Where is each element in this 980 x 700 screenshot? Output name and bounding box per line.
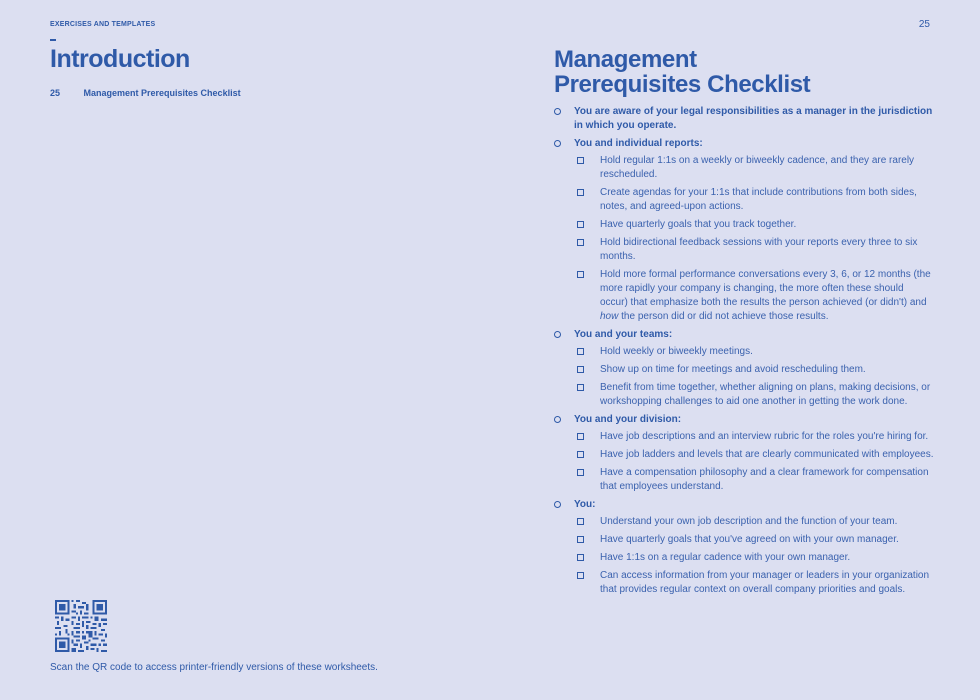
square-checkbox-icon[interactable] xyxy=(577,554,584,561)
checklist-item-text: Create agendas for your 1:1s that include contributions from both sides, notes, and agreed-upon actions. xyxy=(600,187,917,212)
square-checkbox-icon[interactable] xyxy=(577,433,584,440)
checklist-item xyxy=(574,466,934,494)
square-checkbox-icon[interactable] xyxy=(577,572,584,579)
square-checkbox-icon[interactable] xyxy=(577,157,584,164)
checklist-subitems xyxy=(574,345,934,409)
checklist-section-label: You and individual reports: xyxy=(574,138,703,149)
checklist-item-text: Can access information from your manager or leaders in your organization that provides regular context on overall company priorities and goals. xyxy=(600,570,930,595)
checklist-item-text: Have a compensation philosophy and a clear framework for compensation that employees understand. xyxy=(600,467,929,492)
checklist-section-label: You are aware of your legal responsibilities as a manager in the jurisdiction in which you operate. xyxy=(574,106,933,131)
checklist-item xyxy=(574,430,934,444)
checklist-section xyxy=(554,328,934,409)
checklist-item xyxy=(574,186,934,214)
checklist-item xyxy=(574,448,934,462)
checklist-item-text: Understand your own job description and the function of your team. xyxy=(600,516,898,527)
square-checkbox-icon[interactable] xyxy=(577,384,584,391)
square-checkbox-icon[interactable] xyxy=(577,189,584,196)
checklist-item-text: Have quarterly goals that you track together. xyxy=(600,219,797,230)
checklist-section-label: You and your division: xyxy=(574,414,682,425)
checklist-item-text: Show up on time for meetings and avoid rescheduling them. xyxy=(600,364,866,375)
checklist-item-text: Hold regular 1:1s on a weekly or biweekly cadence, and they are rarely rescheduled. xyxy=(600,155,915,180)
checklist-title: Management Prerequisites Checklist xyxy=(554,46,811,98)
header-divider xyxy=(50,39,56,41)
checklist-subitems xyxy=(574,430,934,494)
circle-checkbox-icon[interactable] xyxy=(554,108,561,115)
checklist-item xyxy=(574,381,934,409)
checklist-item xyxy=(574,515,934,529)
square-checkbox-icon[interactable] xyxy=(577,239,584,246)
square-checkbox-icon[interactable] xyxy=(577,366,584,373)
checklist-item xyxy=(574,569,934,597)
square-checkbox-icon[interactable] xyxy=(577,348,584,355)
checklist-item xyxy=(574,345,934,359)
checklist-item xyxy=(574,236,934,264)
checklist-item-text: Have job ladders and levels that are clearly communicated with employees. xyxy=(600,449,934,460)
page-title: Introduction xyxy=(50,45,190,73)
circle-checkbox-icon[interactable] xyxy=(554,416,561,423)
square-checkbox-icon[interactable] xyxy=(577,469,584,476)
checklist-section xyxy=(554,137,934,324)
checklist-section xyxy=(554,413,934,494)
toc-page-number: 25 xyxy=(50,88,61,98)
checklist-item-text: Hold bidirectional feedback sessions with your reports every three to six months. xyxy=(600,237,918,262)
checklist-item-text: Hold more formal performance conversations every 3, 6, or 12 months (the more rapidly your company is changing, the more often these should occur) that emphasize both the results the person achieved (or didn't) and xyxy=(600,269,931,308)
checklist-item xyxy=(574,218,934,232)
checklist-item-text: Hold weekly or biweekly meetings. xyxy=(600,346,753,357)
toc-label: Management Prerequisites Checklist xyxy=(83,88,241,98)
checklist-item xyxy=(574,154,934,182)
checklist-item-emphasis: how xyxy=(600,311,619,322)
square-checkbox-icon[interactable] xyxy=(577,221,584,228)
circle-checkbox-icon[interactable] xyxy=(554,331,561,338)
checklist-item xyxy=(574,268,934,324)
checklist-section xyxy=(554,105,934,133)
checklist-item-text: Have job descriptions and an interview rubric for the roles you're hiring for. xyxy=(600,431,929,442)
circle-checkbox-icon[interactable] xyxy=(554,140,561,147)
checklist-subitems xyxy=(574,515,934,597)
checklist-section-label: You and your teams: xyxy=(574,329,673,340)
page-number: 25 xyxy=(918,19,930,30)
square-checkbox-icon[interactable] xyxy=(577,536,584,543)
checklist-item-text: Have 1:1s on a regular cadence with your own manager. xyxy=(600,552,851,563)
qr-caption: Scan the QR code to access printer-friendly versions of these worksheets. xyxy=(50,662,378,673)
checklist-item xyxy=(574,363,934,377)
circle-checkbox-icon[interactable] xyxy=(554,501,561,508)
checklist-item xyxy=(574,533,934,547)
checklist-section xyxy=(554,498,934,597)
square-checkbox-icon[interactable] xyxy=(577,518,584,525)
checklist-item-text: Benefit from time together, whether aligning on plans, making decisions, or workshopping challenges to aid one another in getting the work done. xyxy=(600,382,931,407)
checklist xyxy=(554,105,934,597)
checklist-item xyxy=(574,551,934,565)
checklist-panel xyxy=(554,47,934,601)
square-checkbox-icon[interactable] xyxy=(577,271,584,278)
section-header: EXERCISES AND TEMPLATES xyxy=(50,21,156,28)
square-checkbox-icon[interactable] xyxy=(577,451,584,458)
checklist-item-text: Have quarterly goals that you've agreed on with your own manager. xyxy=(600,534,899,545)
qr-code-icon[interactable] xyxy=(54,600,108,652)
checklist-subitems xyxy=(574,154,934,324)
checklist-item-text: the person did or did not achieve those results. xyxy=(618,311,829,322)
toc-entry[interactable] xyxy=(50,88,241,98)
checklist-section-label: You: xyxy=(574,499,596,510)
